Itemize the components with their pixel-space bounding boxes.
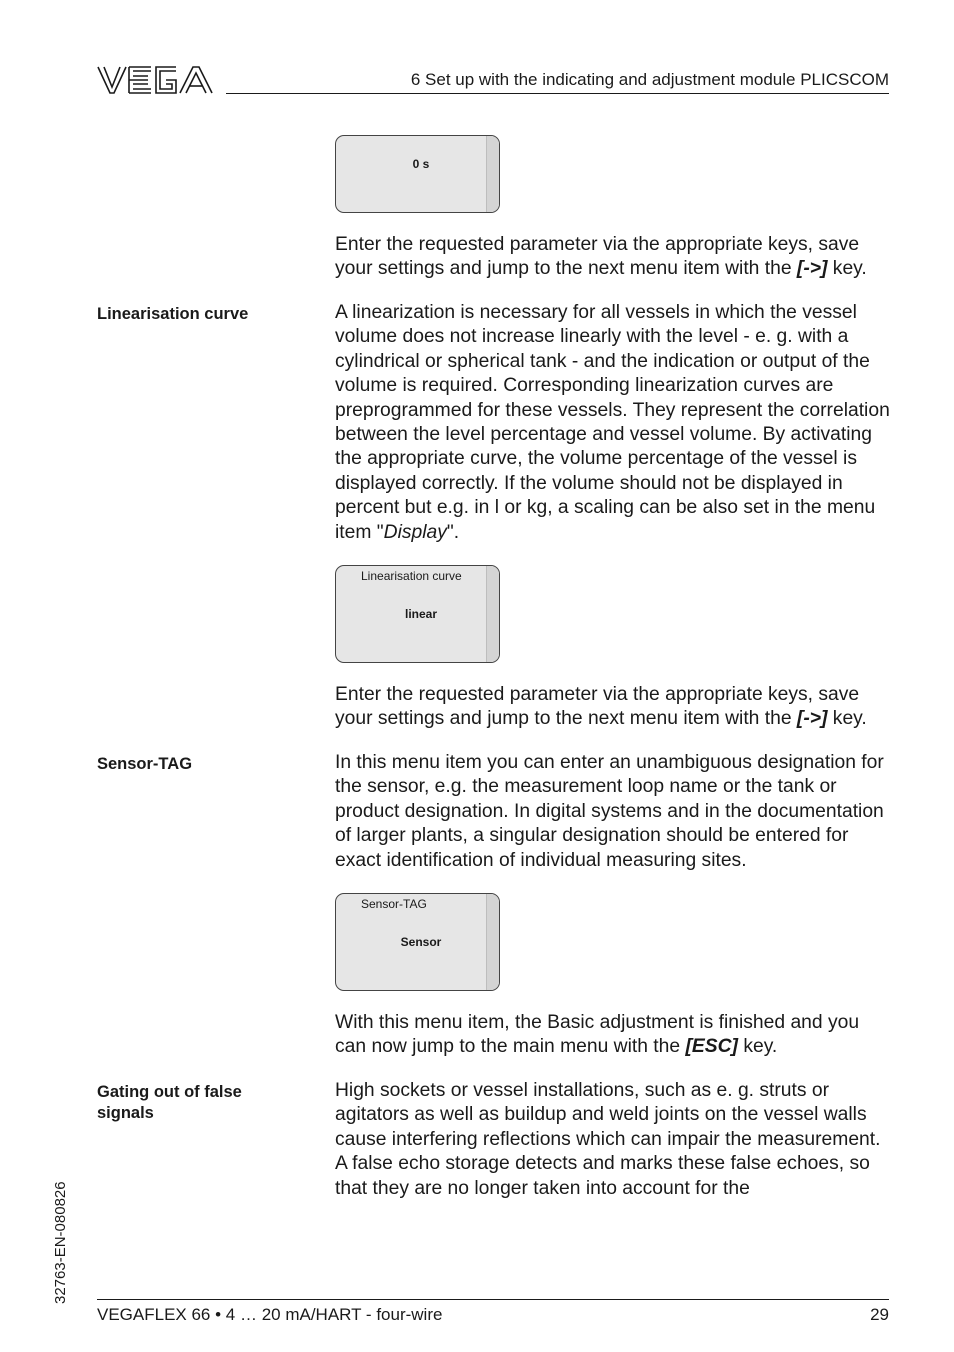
section-label-sensor-tag: Sensor-TAG [97,755,193,773]
para-text: With this menu item, the Basic adjustment is finished and you can now jump to the main menu with the [335,1012,860,1058]
display-label: Linearisation curve [361,569,462,583]
footer-rule [97,1299,889,1300]
menu-item-display: Display [383,521,447,543]
para-sensor-tag: In this menu item you can enter an unambiguous designation for the sensor, e.g. the measurement loop name or the tank or product designation. In digital systems and in the documentation of larger plants, a singular designation should be entered for exact identification of individual measuring sites. [335,752,884,871]
display-value: Sensor [400,935,442,949]
key-esc: [ESC] [685,1036,738,1058]
section-label-linearisation: Linearisation curve [97,305,249,323]
para-linearisation [335,301,891,545]
page-number: 29 [870,1305,889,1324]
header-title: 6 Set up with the indicating and adjustment module PLICSCOM [410,70,889,89]
document-id: 32763-EN-080826 [52,1181,69,1304]
vega-logo [96,62,214,98]
para-basic-adjustment-finished [335,1011,891,1060]
para-text: Enter the requested parameter via the appropriate keys, save your settings and jump to the next menu item with the [335,684,860,730]
header-rule [226,93,889,94]
para-gating: High sockets or vessel installations, such as e. g. struts or agitators as well as buildup and weld joints on the vessel walls cause interfering reflections which can impair the measurement. A false echo storage detects and marks these false echoes, so that they are no longer taken into account for the [335,1080,881,1199]
display-label: Sensor-TAG [361,897,427,911]
key-next: [->] [796,708,828,730]
para-text: ". [446,521,460,543]
key-next: [->] [796,258,828,280]
display-shade [486,136,499,212]
display-module-sensor-tag [335,893,500,991]
para-enter-parameter-2 [335,683,891,732]
para-text: key. [827,258,867,280]
display-module-time [335,135,500,213]
display-module-linearisation [335,565,500,663]
display-value: 0 s [412,157,430,171]
para-text: key. [737,1036,778,1058]
para-text: A linearization is necessary for all vessels in which the vessel volume does not increase linearly with the level - e. g. with a cylindrical or spherical tank - and the indication or output of the volume is required. Corresponding linearization curves are preprogrammed for these vessels. They represent the correlation between the level percentage and vessel volume. By activating the appropriate curve, the volume percentage of the vessel is displayed correctly. If the volume should not be displayed in percent but e.g. in l or kg, a scaling can be also set in the menu item " [335,302,890,543]
para-text: key. [827,708,867,730]
display-value: linear [404,607,437,621]
para-enter-parameter-1 [335,233,891,282]
para-text: Enter the requested parameter via the appropriate keys, save your settings and jump to the next menu item with the [335,234,860,280]
section-label-gating: Gating out of false signals [97,1083,242,1122]
footer-product: VEGAFLEX 66 • 4 … 20 mA/HART - four-wire [97,1305,443,1324]
